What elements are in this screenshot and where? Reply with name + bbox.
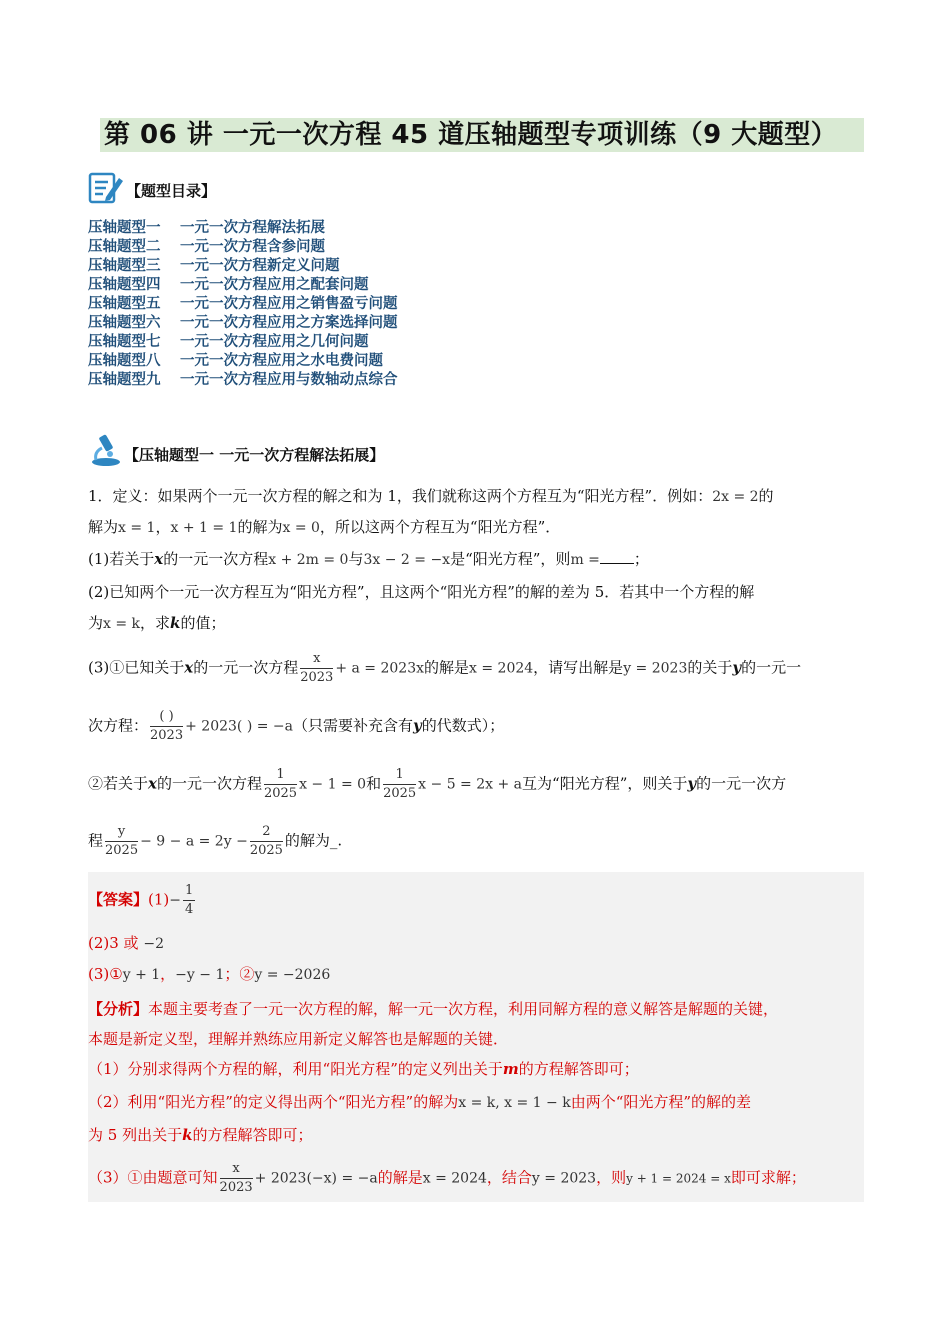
variable: k bbox=[170, 614, 181, 632]
text: 次方程： bbox=[88, 716, 149, 735]
math: x = 2024 bbox=[469, 660, 534, 677]
text: 由两个“阳光方程”的解的差 bbox=[570, 1093, 752, 1111]
fraction bbox=[150, 708, 183, 745]
analysis-line-3 bbox=[88, 1058, 639, 1080]
analysis-line-5 bbox=[88, 1124, 313, 1146]
toc-item[interactable] bbox=[88, 257, 398, 276]
toc-item[interactable] bbox=[88, 371, 398, 390]
toc-item[interactable] bbox=[88, 352, 398, 371]
math: + 2023( ) = −a bbox=[185, 718, 294, 735]
text: 的代数式）； bbox=[421, 716, 505, 735]
text: ， bbox=[160, 965, 176, 983]
text: (2)3 或 bbox=[88, 934, 139, 952]
text: 互为“阳光方程”，则关于 bbox=[522, 774, 688, 793]
math: x = 0 bbox=[282, 520, 320, 536]
question-line bbox=[88, 516, 560, 539]
page-title: 第 06 讲 一元一次方程 45 道压轴题型专项训练（9 大题型） bbox=[104, 120, 838, 150]
text: 本题主要考查了一元一次方程的解，解一元一次方程，利用同解方程的意义解答是解题的关键， bbox=[148, 1000, 779, 1018]
fraction bbox=[220, 1160, 253, 1197]
toc-item-label: 压轴题型八 bbox=[88, 353, 161, 369]
toc-item-text: 一元一次方程应用与数轴动点综合 bbox=[180, 372, 398, 388]
text: 解为 bbox=[88, 518, 119, 536]
text: 为 bbox=[88, 614, 104, 632]
toc-item-text: 一元一次方程应用之销售盈亏问题 bbox=[180, 296, 398, 312]
denominator: 4 bbox=[185, 902, 194, 917]
math: y = −2026 bbox=[254, 967, 331, 983]
fraction bbox=[383, 766, 416, 803]
answer-label: 【答案】 bbox=[88, 890, 149, 909]
text: (2)已知两个一元一次方程互为“阳光方程”，且这两个“阳光方程”的解的差为 5．若其中一个方程的解 bbox=[88, 583, 755, 601]
microscope-icon bbox=[88, 432, 124, 468]
text: 是“阳光方程”，则 bbox=[450, 550, 571, 568]
text: 1．定义：如果两个一元一次方程的解之和为 1，我们就称这两个方程互为“阳光方程”．例如： bbox=[88, 487, 713, 505]
numerator: x bbox=[220, 1160, 253, 1179]
variable: k bbox=[182, 1126, 193, 1144]
text: （只需要补充含有 bbox=[293, 716, 414, 735]
question-part-3 bbox=[88, 650, 801, 687]
math: x = 1 bbox=[118, 520, 156, 536]
toc-item-label: 压轴题型三 bbox=[88, 258, 161, 274]
text: (1)若关于 bbox=[88, 550, 155, 568]
text: ②若关于 bbox=[88, 774, 149, 793]
toc-item[interactable] bbox=[88, 238, 398, 257]
toc-item-text: 一元一次方程应用之水电费问题 bbox=[180, 353, 383, 369]
variable: x bbox=[184, 658, 194, 677]
answer-line-3 bbox=[88, 963, 330, 986]
toc-item-text: 一元一次方程应用之几何问题 bbox=[180, 334, 369, 350]
answer-line-2 bbox=[88, 932, 164, 955]
math: x − 5 = 2x + a bbox=[418, 776, 523, 793]
text: （1）分别求得两个方程的解，利用“阳光方程”的定义列出关于 bbox=[88, 1060, 503, 1078]
math: x + 1 = 1 bbox=[170, 520, 238, 536]
toc-item-text: 一元一次方程含参问题 bbox=[180, 239, 325, 255]
toc-item[interactable] bbox=[88, 219, 398, 238]
math: y = 2023 bbox=[531, 1170, 597, 1187]
math: 3x − 2 = −x bbox=[363, 552, 451, 568]
text: 为 5 列出关于 bbox=[88, 1126, 183, 1144]
numerator: ( ) bbox=[150, 708, 183, 727]
analysis-line-1 bbox=[88, 998, 778, 1020]
math: x = k, x = 1 − k bbox=[458, 1095, 571, 1111]
fraction bbox=[250, 823, 283, 860]
text: ， bbox=[155, 518, 171, 536]
denominator: 2023 bbox=[300, 670, 334, 685]
toc-item-label: 压轴题型六 bbox=[88, 315, 161, 331]
toc-item-text: 一元一次方程应用之方案选择问题 bbox=[180, 315, 398, 331]
text: （3）①由题意可知 bbox=[88, 1168, 218, 1187]
math: −2 bbox=[143, 936, 164, 952]
toc-item-text: 一元一次方程解法拓展 bbox=[180, 220, 325, 236]
text: 的值； bbox=[180, 614, 226, 632]
text: (1) bbox=[148, 890, 170, 909]
question-line bbox=[88, 766, 786, 803]
text: 的 bbox=[758, 487, 774, 505]
text: (3)①已知关于 bbox=[88, 658, 185, 677]
toc-list bbox=[88, 219, 398, 390]
toc-item-label: 压轴题型一 bbox=[88, 220, 161, 236]
text: 的关于 bbox=[687, 658, 733, 677]
denominator: 2025 bbox=[383, 786, 417, 801]
numerator: 1 bbox=[264, 766, 297, 785]
text: ，请写出解是 bbox=[533, 658, 624, 677]
denominator: 2025 bbox=[249, 843, 283, 858]
text: 的解为 bbox=[237, 518, 283, 536]
variable: y bbox=[687, 774, 697, 793]
text: 的一元一次方 bbox=[696, 774, 787, 793]
question-part-2 bbox=[88, 581, 754, 603]
text: 与 bbox=[348, 550, 364, 568]
text: 的解为_. bbox=[284, 831, 343, 850]
text: （2）利用“阳光方程”的定义得出两个“阳光方程”的解为 bbox=[88, 1093, 459, 1111]
toc-item-label: 压轴题型二 bbox=[88, 239, 161, 255]
numerator: x bbox=[300, 650, 333, 669]
math: x = k bbox=[103, 616, 141, 632]
variable: x bbox=[148, 774, 157, 793]
math: − 9 − a = 2y − bbox=[140, 833, 248, 850]
toc-item-text: 一元一次方程新定义问题 bbox=[180, 258, 340, 274]
toc-item-label: 压轴题型四 bbox=[88, 277, 161, 293]
denominator: 2025 bbox=[105, 843, 139, 858]
text: 的一元一次方程 bbox=[193, 658, 299, 677]
math: −y − 1 bbox=[175, 967, 225, 983]
question-line bbox=[88, 612, 225, 635]
variable: y bbox=[732, 658, 742, 677]
text: 的方程解答即可； bbox=[518, 1060, 639, 1078]
text: ，求 bbox=[140, 614, 171, 632]
math: m = bbox=[570, 552, 600, 568]
math: x = 2024 bbox=[422, 1170, 487, 1187]
text: 的解是 bbox=[377, 1168, 423, 1187]
toc-heading: 【题型目录】 bbox=[126, 182, 217, 200]
answer-line-1 bbox=[88, 882, 197, 919]
denominator: 2023 bbox=[150, 728, 184, 743]
toc-item[interactable] bbox=[88, 276, 398, 295]
question-line bbox=[88, 708, 504, 745]
text: ； bbox=[633, 550, 649, 568]
analysis-label: 【分析】 bbox=[88, 1000, 149, 1018]
toc-item[interactable] bbox=[88, 314, 398, 333]
question-part-1 bbox=[88, 548, 649, 571]
text: 的解是 bbox=[424, 658, 470, 677]
math: 2x = 2 bbox=[712, 489, 759, 505]
text: 和 bbox=[366, 774, 382, 793]
math: y + 1 = 2024 = x bbox=[626, 1171, 731, 1186]
math: y + 1 bbox=[122, 967, 161, 983]
text: 本题是新定义型，理解并熟练应用新定义解答也是解题的关键． bbox=[88, 1030, 509, 1048]
math: + a = 2023x bbox=[335, 660, 424, 677]
math: x − 1 = 0 bbox=[299, 776, 367, 793]
toc-item-text: 一元一次方程应用之配套问题 bbox=[180, 277, 369, 293]
fraction bbox=[183, 882, 195, 919]
text: ，则 bbox=[596, 1168, 627, 1187]
toc-item-label: 压轴题型五 bbox=[88, 296, 161, 312]
text: 的一元一次方程 bbox=[156, 774, 262, 793]
numerator: 2 bbox=[250, 823, 283, 842]
numerator: y bbox=[105, 823, 138, 842]
text: (3)① bbox=[88, 965, 123, 983]
denominator: 2025 bbox=[263, 786, 298, 801]
variable: m bbox=[502, 1060, 519, 1078]
math: x + 2m = 0 bbox=[268, 552, 349, 568]
numerator: 1 bbox=[183, 882, 195, 901]
numerator: 1 bbox=[383, 766, 416, 785]
denominator: 2023 bbox=[219, 1180, 253, 1195]
math: + 2023(−x) = −a bbox=[254, 1170, 378, 1187]
fraction bbox=[105, 823, 138, 860]
math: − bbox=[169, 892, 181, 909]
analysis-line-6 bbox=[88, 1160, 806, 1197]
analysis-line-4 bbox=[88, 1091, 751, 1114]
variable: x bbox=[154, 550, 164, 568]
analysis-line-2 bbox=[88, 1028, 508, 1050]
text: ，结合 bbox=[486, 1168, 532, 1187]
section-heading: 【压轴题型一 一元一次方程解法拓展】 bbox=[124, 446, 385, 464]
text: 的一元一 bbox=[741, 658, 802, 677]
toc-item-label: 压轴题型九 bbox=[88, 372, 161, 388]
variable: y bbox=[413, 716, 422, 735]
text: 程 bbox=[88, 831, 104, 850]
text: 的方程解答即可； bbox=[192, 1126, 313, 1144]
text: ，所以这两个方程互为“阳光方程”． bbox=[319, 518, 561, 536]
fraction bbox=[300, 650, 333, 687]
text: ；② bbox=[224, 965, 255, 983]
question-line bbox=[88, 485, 774, 508]
answer-blank[interactable] bbox=[600, 549, 634, 564]
toc-item[interactable] bbox=[88, 295, 398, 314]
notepad-pencil-icon bbox=[88, 170, 124, 206]
fraction bbox=[264, 766, 297, 803]
text: 即可求解； bbox=[730, 1168, 806, 1187]
question-line bbox=[88, 823, 342, 860]
math: y = 2023 bbox=[623, 660, 688, 677]
text: 的一元一次方程 bbox=[163, 550, 269, 568]
toc-item[interactable] bbox=[88, 333, 398, 352]
toc-item-label: 压轴题型七 bbox=[88, 334, 161, 350]
